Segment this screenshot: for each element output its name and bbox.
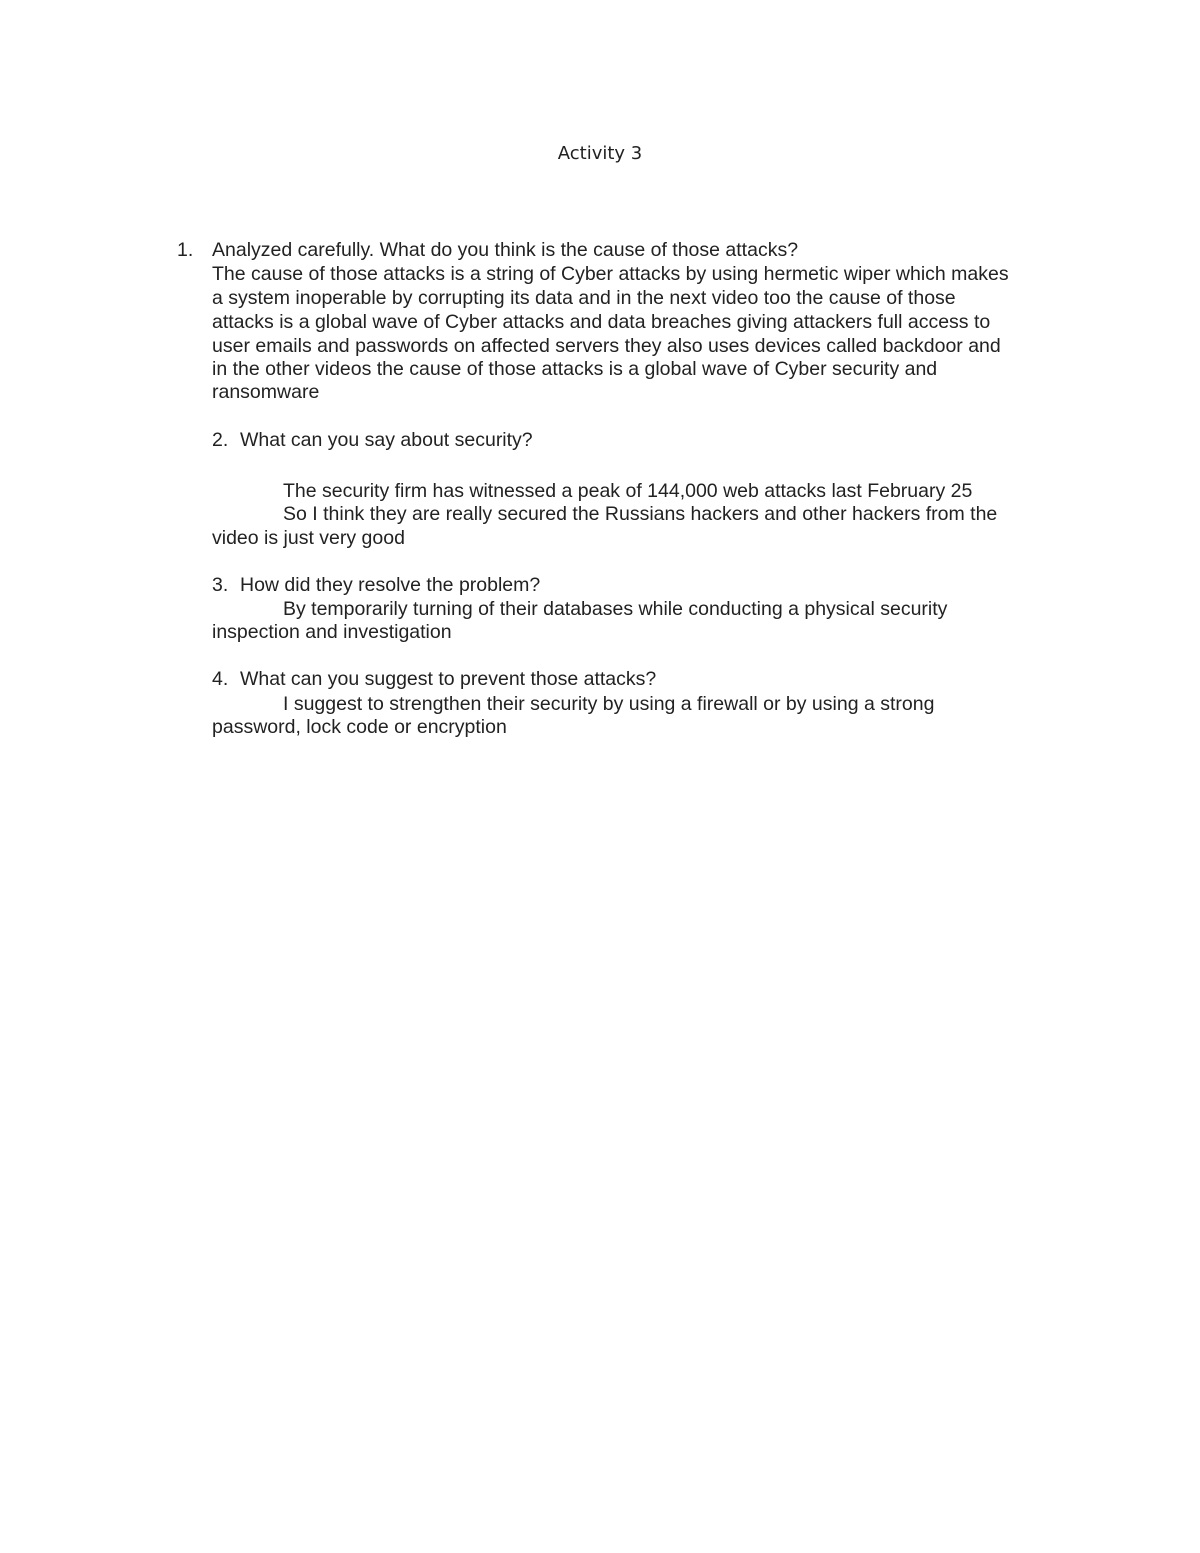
item-4-answer-line: password, lock code or encryption	[212, 716, 507, 738]
page-title: Activity 3	[557, 143, 643, 164]
item-2-question: What can you say about security?	[240, 429, 533, 451]
item-3-answer-line: By temporarily turning of their databases while conducting a physical security	[283, 598, 948, 620]
item-1-number: 1.	[177, 239, 194, 261]
item-2-answer-line: video is just very good	[212, 527, 405, 549]
item-1-question: Analyzed carefully. What do you think is the cause of those attacks?	[212, 239, 799, 261]
item-1-answer-line: a system inoperable by corrupting its data and in the next video too the cause of those	[212, 287, 956, 309]
item-1-answer-line: attacks is a global wave of Cyber attacks and data breaches giving attackers full access to	[212, 311, 991, 333]
item-1-answer-line: The cause of those attacks is a string of Cyber attacks by using hermetic wiper which makes	[212, 263, 1009, 285]
item-3-question: How did they resolve the problem?	[240, 574, 541, 596]
item-3-answer-line: inspection and investigation	[212, 621, 452, 643]
item-2-number: 2.	[212, 429, 229, 451]
item-4-answer-line: I suggest to strengthen their security by using a firewall or by using a strong	[283, 693, 935, 715]
item-1-answer-line: in the other videos the cause of those attacks is a global wave of Cyber security and	[212, 358, 938, 380]
item-1-answer-line: ransomware	[212, 381, 320, 403]
item-4-question: What can you suggest to prevent those attacks?	[240, 668, 657, 690]
item-1-answer-line: user emails and passwords on affected servers they also uses devices called backdoor and	[212, 335, 1001, 357]
item-2-answer-line: So I think they are really secured the Russians hackers and other hackers from the	[283, 503, 998, 525]
item-2-answer-line: The security firm has witnessed a peak of 144,000 web attacks last February 25	[283, 480, 973, 502]
item-3-number: 3.	[212, 574, 229, 596]
item-4-number: 4.	[212, 668, 229, 690]
